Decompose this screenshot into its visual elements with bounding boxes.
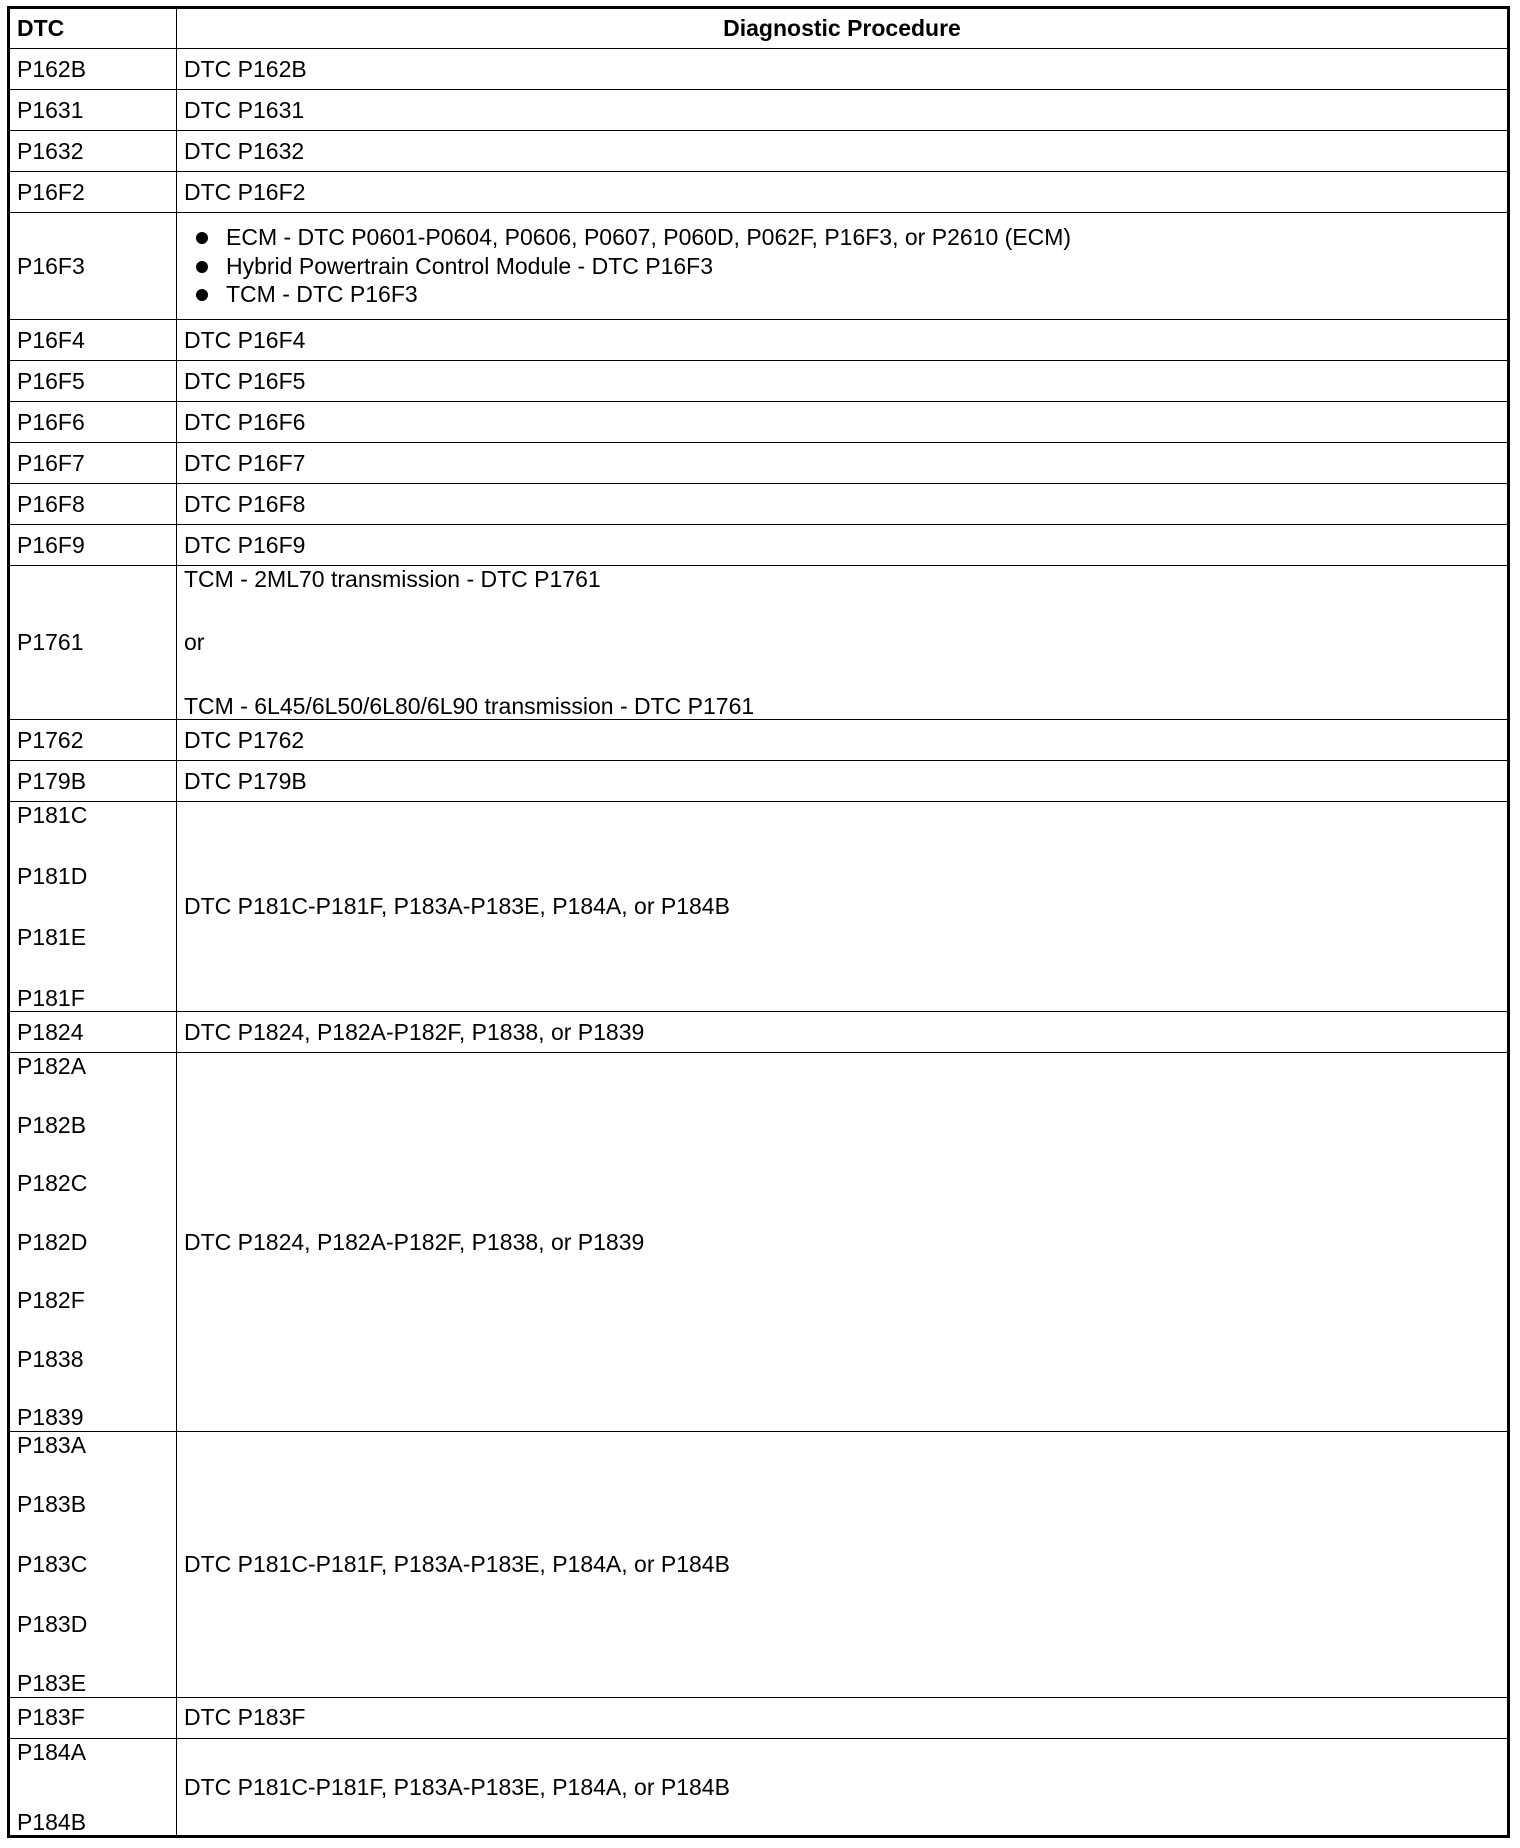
dtc-code-cell: P16F2 (9, 171, 177, 212)
dtc-code-cell: P1631 (9, 89, 177, 130)
dtc-code-cell (9, 802, 177, 1012)
procedure-cell: DTC P16F6 (177, 402, 1509, 443)
procedure-paragraph: TCM - 2ML70 transmission - DTC P1761 (184, 565, 601, 592)
dtc-code: P183B (17, 1491, 87, 1518)
table-row (9, 49, 1509, 90)
dtc-code-cell (9, 1052, 177, 1431)
table-row (9, 361, 1509, 402)
dtc-code-cell: P1762 (9, 720, 177, 761)
dtc-code-cell (9, 1431, 177, 1697)
dtc-code-cell: P16F5 (9, 361, 177, 402)
table-row (9, 443, 1509, 484)
table-row (9, 802, 1509, 1012)
dtc-code-cell: P1632 (9, 130, 177, 171)
procedure-cell: DTC P16F4 (177, 320, 1509, 361)
dtc-code: P181F (17, 984, 85, 1011)
dtc-code-cell: P1824 (9, 1012, 177, 1053)
dtc-code: P182D (17, 1228, 88, 1255)
dtc-code: P182C (17, 1170, 88, 1197)
dtc-code-cell: P16F9 (9, 524, 177, 565)
procedure-cell (177, 212, 1509, 319)
dtc-code-cell: P162B (9, 49, 177, 90)
table-row (9, 1738, 1509, 1836)
procedure-paragraph: TCM - 6L45/6L50/6L80/6L90 transmission - DTC P1761 (184, 692, 755, 719)
procedure-column-header: Diagnostic Procedure (177, 8, 1509, 49)
procedure-cell: DTC P16F8 (177, 483, 1509, 524)
dtc-code-cell: P183F (9, 1697, 177, 1738)
dtc-code-cell: P16F4 (9, 320, 177, 361)
procedure-bullet-item: TCM - DTC P16F3 (226, 281, 1500, 307)
dtc-code-list (17, 1739, 169, 1835)
dtc-code-cell: P16F6 (9, 402, 177, 443)
procedure-cell: DTC P181C-P181F, P183A-P183E, P184A, or P184B (177, 802, 1509, 1012)
dtc-code-list (17, 1432, 169, 1697)
procedure-paragraph: or (184, 629, 205, 656)
procedure-cell: DTC P162B (177, 49, 1509, 90)
procedure-cell (177, 565, 1509, 720)
table-row (9, 89, 1509, 130)
dtc-code: P182B (17, 1111, 87, 1138)
procedure-bullet-list (184, 224, 1500, 307)
dtc-code: P184B (17, 1808, 87, 1835)
dtc-code-cell: P16F3 (9, 212, 177, 319)
table-row (9, 1052, 1509, 1431)
procedure-bullet-item: ECM - DTC P0601-P0604, P0606, P0607, P060D, P062F, P16F3, or P2610 (ECM) (226, 224, 1500, 250)
procedure-cell: DTC P16F7 (177, 443, 1509, 484)
procedure-cell: DTC P181C-P181F, P183A-P183E, P184A, or P184B (177, 1431, 1509, 1697)
procedure-cell: DTC P179B (177, 761, 1509, 802)
header-row (9, 8, 1509, 49)
dtc-code: P183E (17, 1670, 87, 1697)
dtc-code: P182F (17, 1287, 85, 1314)
table-row (9, 565, 1509, 720)
table-row (9, 402, 1509, 443)
procedure-cell: DTC P183F (177, 1697, 1509, 1738)
table-header (9, 8, 1509, 49)
dtc-code-list (17, 1053, 169, 1431)
dtc-code: P181C (17, 802, 88, 829)
dtc-code-cell: P16F7 (9, 443, 177, 484)
procedure-cell: DTC P16F5 (177, 361, 1509, 402)
dtc-code: P183C (17, 1550, 88, 1577)
table-row (9, 320, 1509, 361)
table-row (9, 1697, 1509, 1738)
procedure-cell: DTC P1762 (177, 720, 1509, 761)
dtc-code-cell: P179B (9, 761, 177, 802)
dtc-code-cell: P16F8 (9, 483, 177, 524)
dtc-code: P183A (17, 1431, 87, 1458)
dtc-table (7, 6, 1510, 1838)
dtc-code: P181D (17, 863, 88, 890)
procedure-cell: DTC P16F9 (177, 524, 1509, 565)
table-row (9, 1431, 1509, 1697)
dtc-code: P183D (17, 1610, 88, 1637)
procedure-cell: DTC P181C-P181F, P183A-P183E, P184A, or P184B (177, 1738, 1509, 1836)
table-row (9, 761, 1509, 802)
table-row (9, 483, 1509, 524)
table-row (9, 212, 1509, 319)
table-row (9, 524, 1509, 565)
dtc-code-cell: P1761 (9, 565, 177, 720)
table-row (9, 130, 1509, 171)
dtc-column-header: DTC (9, 8, 177, 49)
procedure-paragraphs (184, 566, 1500, 720)
procedure-bullet-item: Hybrid Powertrain Control Module - DTC P16F3 (226, 253, 1500, 279)
procedure-cell: DTC P1631 (177, 89, 1509, 130)
procedure-cell: DTC P1824, P182A-P182F, P1838, or P1839 (177, 1052, 1509, 1431)
procedure-cell: DTC P16F2 (177, 171, 1509, 212)
dtc-code: P181E (17, 923, 87, 950)
dtc-code-cell (9, 1738, 177, 1836)
dtc-code-list (17, 802, 169, 1011)
dtc-code: P182A (17, 1052, 87, 1079)
procedure-cell: DTC P1632 (177, 130, 1509, 171)
dtc-code: P1838 (17, 1345, 84, 1372)
dtc-code: P184A (17, 1738, 87, 1765)
dtc-code: P1839 (17, 1404, 84, 1431)
table-row (9, 1012, 1509, 1053)
table-row (9, 720, 1509, 761)
procedure-cell: DTC P1824, P182A-P182F, P1838, or P1839 (177, 1012, 1509, 1053)
table-body (9, 49, 1509, 1837)
table-row (9, 171, 1509, 212)
